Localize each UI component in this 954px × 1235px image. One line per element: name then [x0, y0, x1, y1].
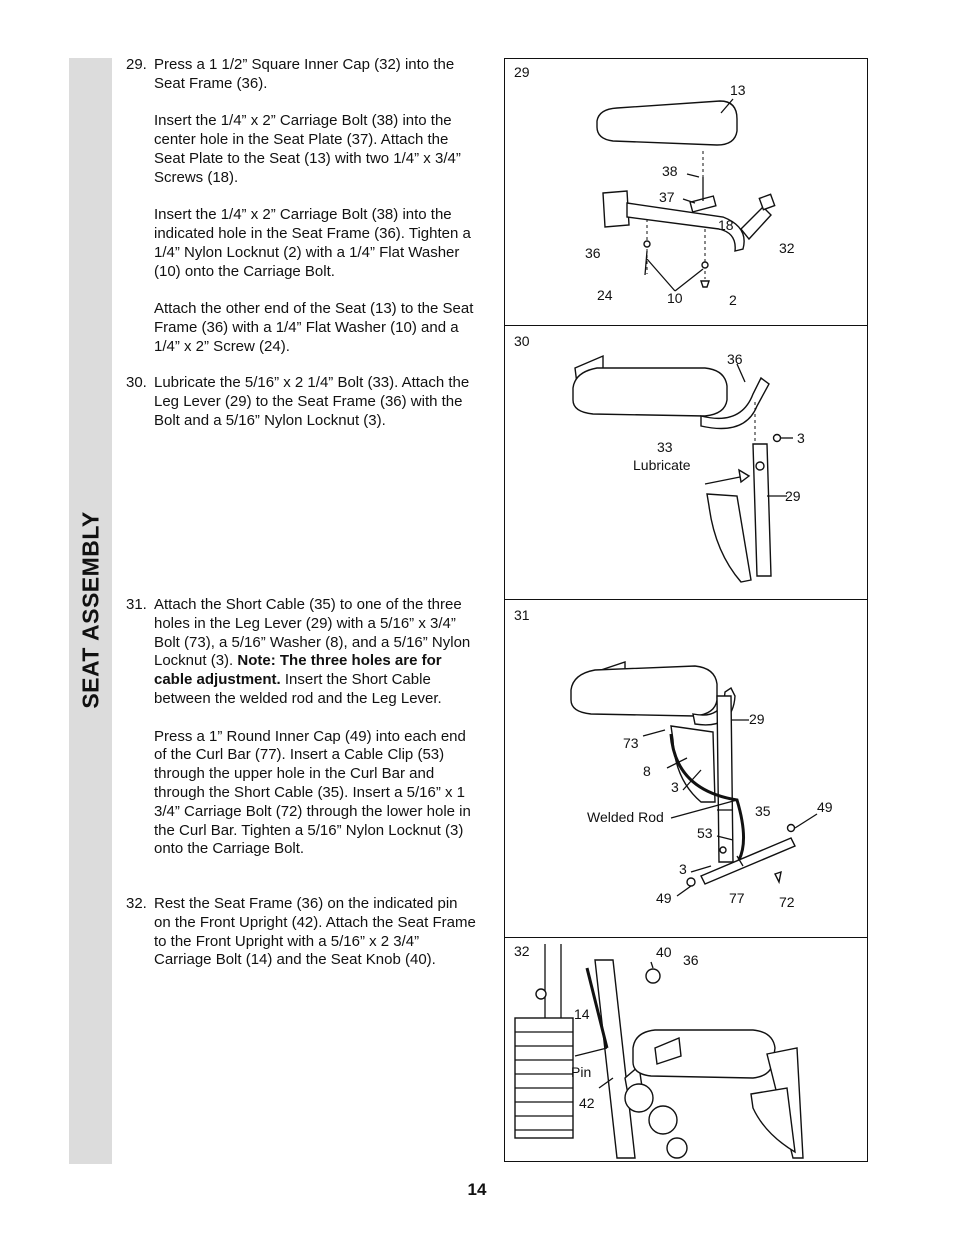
callout: Lubricate	[633, 457, 691, 473]
step-number: 29.	[126, 56, 147, 73]
callout: 49	[656, 890, 672, 906]
callout: 3	[671, 779, 679, 795]
callout: 2	[729, 292, 737, 308]
callout: Pin	[571, 1064, 592, 1080]
callout: 32	[779, 240, 795, 256]
callout: 42	[579, 1095, 595, 1111]
callout: 10	[667, 290, 683, 306]
callout: 77	[729, 890, 745, 906]
step-paragraph	[154, 596, 476, 709]
step-paragraph: Insert the 1/4” x 2” Carriage Bolt (38) into the center hole in the Seat Plate (37). Attach the Seat Plate to the Seat (13) with two 1/4” x 3/4” Screws (18).	[154, 112, 461, 186]
callout: 33	[657, 439, 673, 455]
figure-31	[505, 599, 867, 938]
callout: 37	[659, 189, 675, 205]
step-note: Note: The three holes are for cable adjustment.	[154, 652, 442, 689]
step-31	[126, 596, 476, 859]
step-30	[126, 374, 476, 430]
figure-29-illustration	[505, 59, 867, 325]
callout: 24	[597, 287, 613, 303]
callout: 18	[718, 217, 734, 233]
callout: 49	[817, 799, 833, 815]
step-paragraph: Press a 1 1/2” Square Inner Cap (32) into the Seat Frame (36).	[154, 56, 455, 92]
step-number: 31.	[126, 596, 147, 613]
step-text: Insert the Short Cable between the welded rod and the Leg Lever.	[154, 671, 442, 707]
callout: 13	[730, 82, 746, 98]
callout: 3	[797, 430, 805, 446]
callout: 3	[679, 861, 687, 877]
figure-number: 31	[514, 607, 530, 623]
callout: 36	[585, 245, 601, 261]
callout: 38	[662, 163, 678, 179]
callout: 40	[656, 944, 672, 960]
figure-32	[505, 937, 867, 1162]
callout: 72	[779, 894, 795, 910]
callout: 14	[574, 1006, 590, 1022]
figure-30	[505, 325, 867, 600]
step-paragraph: Rest the Seat Frame (36) on the indicated pin on the Front Upright (42). Attach the Seat Frame to the Front Upright with a 5/16” x 2 3/4” Carriage Bolt (14) and the Seat Knob (40).	[154, 895, 476, 969]
section-title: SEAT ASSEMBLY	[77, 511, 104, 709]
callout: Welded Rod	[587, 809, 664, 825]
step-number: 30.	[126, 374, 147, 391]
figure-30-illustration	[505, 326, 867, 600]
step-paragraph: Lubricate the 5/16” x 2 1/4” Bolt (33). Attach the Leg Lever (29) to the Seat Frame (36) with the Bolt and a 5/16” Nylon Locknut (3).	[154, 374, 470, 429]
callout: 73	[623, 735, 639, 751]
figure-29	[505, 59, 867, 325]
step-number: 32.	[126, 895, 147, 912]
callout: 53	[697, 825, 713, 841]
step-32	[126, 895, 476, 970]
step-paragraph: Press a 1” Round Inner Cap (49) into each end of the Curl Bar (77). Insert a Cable Clip (53) through the upper hole in the Curl Bar and through the Short Cable (35). Insert a 5/16” x 1 3/4” Carriage Bolt (72) through the lower hole in the Curl Bar. Tighten a 5/16” Nylon Locknut (3) onto the Carriage Bolt.	[154, 727, 471, 858]
step-paragraph: Attach the other end of the Seat (13) to the Seat Frame (36) with a 1/4” Flat Washer (10) and a 1/4” x 2” Screw (24).	[154, 300, 474, 355]
callout: 35	[755, 803, 771, 819]
callout: 8	[643, 763, 651, 779]
step-29	[126, 56, 476, 357]
figure-number: 29	[514, 64, 530, 80]
step-paragraph: Insert the 1/4” x 2” Carriage Bolt (38) into the indicated hole in the Seat Frame (36). Tighten a 1/4” Nylon Locknut (2) with a 1/4” Flat Washer (10) onto the Carriage Bolt.	[154, 206, 471, 280]
figure-panels	[504, 58, 868, 1162]
page-number: 14	[467, 1180, 487, 1199]
figure-32-illustration	[505, 938, 867, 1162]
figure-number: 32	[514, 943, 530, 959]
callout: 29	[749, 711, 765, 727]
figure-number: 30	[514, 333, 530, 349]
callout: 36	[727, 351, 743, 367]
callout: 36	[683, 952, 699, 968]
callout: 29	[785, 488, 801, 504]
step-text: Attach the Short Cable (35) to one of the three holes in the Leg Lever (29) with a 5/16” x 3/4” Bolt (73), a 5/16” Washer (8), and a 5/16” Nylon Locknut (3).	[154, 596, 471, 670]
figure-31-illustration	[505, 600, 867, 938]
